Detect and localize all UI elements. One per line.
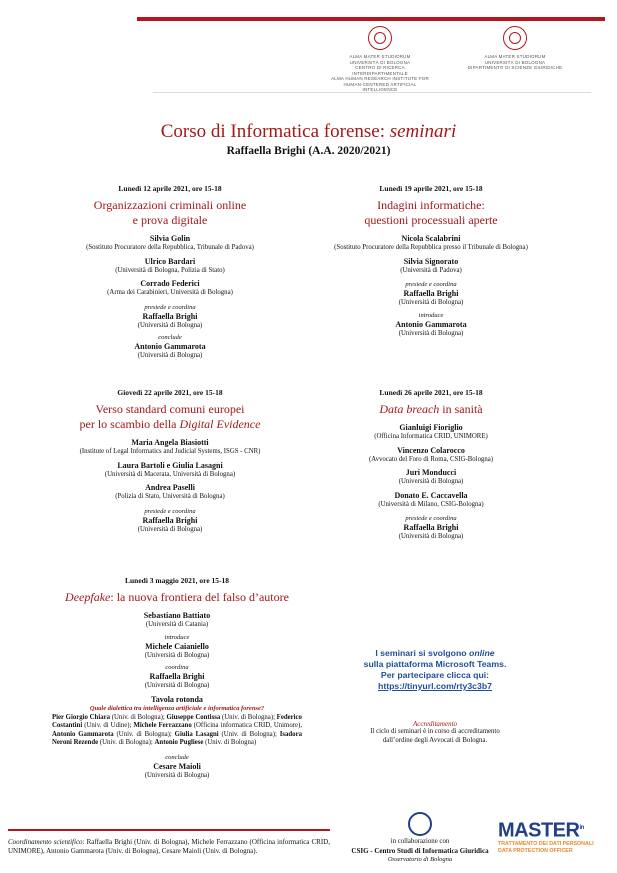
csig-observatory: Osservatorio di Bologna bbox=[387, 855, 453, 863]
top-accent-bar bbox=[137, 17, 605, 21]
page-title bbox=[0, 121, 617, 143]
role-label: conclude bbox=[158, 334, 182, 341]
speaker-affiliation: (Università di Bologna) bbox=[144, 771, 210, 779]
seminar-title bbox=[52, 590, 302, 605]
speaker-name: Donato E. Caccavella bbox=[394, 490, 468, 500]
csig-name: CSIG - Centro Studi di Informatica Giuridica bbox=[351, 846, 489, 855]
seminar-title-italic: Data breach bbox=[379, 402, 440, 416]
master-subtitle: DATA PROTECTION OFFICER bbox=[498, 847, 573, 854]
speaker-affiliation: (Institute of Legal Informatics and Judicial Systems, ISGS - CNR) bbox=[79, 448, 261, 455]
logo-left-line: CENTRO DI RICERCA INTERDIPARTIMENTALE bbox=[352, 65, 408, 76]
participant-name: Isadora Neroni Rezende bbox=[52, 730, 302, 746]
speaker-affiliation: (Università di Padova) bbox=[400, 266, 462, 274]
speaker-name: Raffaella Brighi bbox=[142, 311, 198, 321]
participant-affiliation: (Univ. di Bologna); bbox=[110, 713, 167, 721]
role-label: coordina bbox=[165, 664, 189, 671]
round-table-question: Quale dialettica tra intelligenza artificiale e informatica forense? bbox=[89, 704, 265, 712]
speaker-affiliation: (Università di Milano, CSIG-Bologna) bbox=[378, 500, 484, 508]
speaker-affiliation: (Università di Bologna, Polizia di Stato) bbox=[115, 266, 225, 274]
accreditation-text: Il ciclo di seminari è in corso di accreditamento bbox=[370, 728, 500, 735]
master-logo bbox=[498, 818, 610, 855]
round-table-participants bbox=[52, 714, 302, 748]
speaker-affiliation: (Università di Bologna) bbox=[398, 533, 464, 540]
round-table-title: Tavola rotonda bbox=[151, 694, 203, 704]
participant-name: Federico Costantini bbox=[52, 713, 302, 729]
role-label: introduce bbox=[164, 633, 190, 641]
participant-affiliation: (Univ. di Bologna); bbox=[113, 730, 175, 738]
online-info-italic: online bbox=[469, 648, 495, 658]
role-label: introduce bbox=[418, 311, 444, 319]
logo-right-line: DIPARTIMENTO DI SCIENZE GIURIDICHE bbox=[467, 65, 563, 70]
teams-link[interactable]: https://tinyurl.com/rty3c3b7 bbox=[378, 681, 492, 691]
csig-block bbox=[340, 812, 500, 864]
seminar-title: questioni processuali aperte bbox=[364, 213, 498, 227]
speaker-name: Juri Monducci bbox=[405, 468, 457, 477]
role-label: conclude bbox=[165, 753, 189, 761]
header-divider bbox=[153, 92, 591, 93]
seminar-title-italic: Digital Evidence bbox=[179, 417, 261, 431]
participant-affiliation: (Univ. di Bologna); bbox=[218, 730, 280, 738]
speaker-name: Raffaella Brighi bbox=[149, 672, 205, 681]
seminar-date: Lunedì 12 aprile 2021, ore 15-18 bbox=[118, 184, 222, 193]
seminar-title bbox=[40, 417, 300, 432]
page-title-block bbox=[0, 121, 617, 157]
speaker-affiliation: (Università di Bologna) bbox=[144, 682, 210, 689]
seminar-title: e prova digitale bbox=[132, 213, 208, 227]
speaker-affiliation: (Università di Catania) bbox=[145, 621, 209, 628]
speaker-name: Laura Bartoli e Giulia Lasagni bbox=[117, 460, 223, 470]
seminar-title: Verso standard comuni europei bbox=[95, 402, 245, 416]
seminar-title bbox=[300, 402, 562, 417]
online-info bbox=[330, 648, 540, 745]
speaker-name: Andrea Paselli bbox=[145, 483, 195, 492]
page-title-main: Corso di Informatica forense: bbox=[160, 121, 390, 142]
participant-affiliation: (Univ. di Bologna) bbox=[203, 739, 257, 746]
role-label: presiede e coordina bbox=[405, 515, 457, 522]
participant-affiliation: (Officina informatica CRID, Unimore), bbox=[191, 722, 302, 729]
seminar-title-italic: Deepfake bbox=[65, 590, 111, 604]
seminar-1 bbox=[40, 184, 300, 361]
seminar-title-part: per lo scambio della bbox=[79, 417, 180, 431]
seminar-date: Lunedì 19 aprile 2021, ore 15-18 bbox=[379, 184, 483, 193]
speaker-affiliation: (Sostituto Procuratore della Repubblica presso il Tribunale di Bologna) bbox=[334, 244, 528, 251]
footer-coordination bbox=[8, 838, 330, 856]
seminar-title: Indagini informatiche: bbox=[377, 198, 485, 212]
role-label: presiede e coordina bbox=[144, 507, 196, 515]
seminar-title-part: in sanità bbox=[439, 402, 483, 416]
speaker-name: Raffaella Brighi bbox=[142, 515, 198, 525]
logo-right-line: UNIVERSITÀ DI BOLOGNA bbox=[484, 59, 546, 65]
speaker-affiliation: (Università di Bologna) bbox=[144, 651, 210, 659]
seminar-date: Lunedì 26 aprile 2021, ore 15-18 bbox=[379, 388, 483, 397]
speaker-name: Sebastiano Battiato bbox=[143, 611, 211, 620]
speaker-name: Antonio Gammarota bbox=[395, 319, 467, 329]
participant-affiliation: (Univ. di Bologna); bbox=[98, 739, 155, 746]
speaker-name: Ulrico Bardari bbox=[144, 256, 196, 266]
accreditation-text: dall’ordine degli Avvocati di Bologna. bbox=[382, 736, 488, 744]
seminar-3 bbox=[40, 388, 300, 534]
speaker-affiliation: (Arma dei Carabinieri, Università di Bologna) bbox=[107, 289, 233, 296]
speaker-name: Silvia Golin bbox=[149, 234, 191, 243]
role-label: presiede e coordina bbox=[144, 303, 196, 311]
participant-name: Pier Giorgio Chiara bbox=[52, 713, 111, 721]
seminar-title: Organizzazioni criminali online bbox=[93, 198, 247, 212]
online-info-line bbox=[330, 648, 540, 659]
seminar-2 bbox=[300, 184, 562, 338]
accreditation-title: Accreditamento bbox=[412, 720, 458, 728]
online-info-text: I seminari si svolgono bbox=[375, 648, 470, 658]
logo-left bbox=[330, 26, 430, 93]
coordination-text: : Raffaella Brighi (Univ. di Bologna), Michele Ferrazzano (Officina informatica CRID, UNIMORE), Antonio Gammarota (Univ. di Bologna), Cesare Maioli (Univ. di Bologna). bbox=[8, 838, 330, 855]
speaker-affiliation: (Università di Bologna) bbox=[398, 329, 464, 337]
speaker-affiliation: (Università di Bologna) bbox=[398, 299, 464, 306]
role-label: presiede e coordina bbox=[405, 281, 457, 288]
speaker-name: Nicola Scalabrini bbox=[401, 234, 461, 243]
participant-name: Antonio Gammarota bbox=[52, 730, 114, 738]
speaker-name: Corrado Federici bbox=[140, 279, 200, 288]
master-title: MASTER bbox=[498, 819, 580, 842]
online-info-line: Per partecipare clicca qui: bbox=[380, 670, 490, 680]
seminar-5 bbox=[52, 576, 302, 780]
coordination-label: Coordinamento scientifico bbox=[8, 838, 83, 846]
speaker-name: Raffaella Brighi bbox=[403, 523, 459, 532]
page-subtitle: Raffaella Brighi (A.A. 2020/2021) bbox=[226, 145, 391, 157]
collaboration-label: in collaborazione con bbox=[390, 838, 450, 845]
university-seal-icon bbox=[503, 26, 527, 50]
speaker-affiliation: (Avvocato del Foro di Roma, CSIG-Bologna) bbox=[368, 455, 494, 463]
csig-logo-icon bbox=[408, 812, 432, 836]
speaker-name: Raffaella Brighi bbox=[403, 289, 459, 298]
participant-affiliation: (Univ. di Udine); bbox=[82, 722, 134, 729]
speaker-affiliation: (Università di Bologna) bbox=[137, 352, 203, 359]
university-seal-icon bbox=[368, 26, 392, 50]
speaker-affiliation: (Officina Informatica CRID, UNIMORE) bbox=[374, 433, 488, 440]
logo-left-line: UNIVERSITÀ DI BOLOGNA bbox=[349, 59, 411, 65]
speaker-affiliation: (Università di Bologna) bbox=[398, 478, 464, 485]
seminar-date: Giovedì 22 aprile 2021, ore 15-18 bbox=[117, 388, 223, 397]
master-in: in bbox=[579, 825, 584, 831]
page-title-italic: seminari bbox=[389, 121, 457, 142]
speaker-name: Silvia Signorato bbox=[403, 256, 459, 266]
speaker-name: Gianluigi Fioriglio bbox=[399, 423, 463, 432]
speaker-name: Michele Caianiello bbox=[145, 641, 209, 651]
logo-right bbox=[460, 26, 570, 71]
speaker-name: Antonio Gammarota bbox=[134, 342, 206, 351]
master-subtitle: TRATTAMENTO DEI DATI PERSONALI bbox=[498, 840, 594, 847]
participant-name: Michele Ferrazzano bbox=[133, 722, 192, 729]
seminar-date: Lunedì 3 maggio 2021, ore 15-18 bbox=[124, 576, 230, 585]
logo-left-line: HUMAN-CENTERED ARTIFICIAL INTELLIGENCE bbox=[343, 81, 417, 92]
speaker-affiliation: (Università di Bologna) bbox=[137, 321, 203, 329]
participant-name: Antonio Pugliese bbox=[154, 739, 204, 746]
logo-left-line: ALMA MATER STUDIORUM bbox=[349, 54, 411, 59]
seminar-4 bbox=[300, 388, 562, 542]
online-info-line: sulla piattaforma Microsoft Teams. bbox=[363, 659, 507, 669]
seminar-title-part: : la nuova frontiera del falso d’autore bbox=[110, 590, 289, 604]
footer-accent-bar bbox=[8, 829, 330, 831]
speaker-affiliation: (Università di Macerata, Università di Bologna) bbox=[104, 470, 236, 478]
speaker-affiliation: (Polizia di Stato, Università di Bologna) bbox=[115, 493, 225, 500]
speaker-name: Maria Angela Biasiotti bbox=[131, 438, 209, 447]
logo-right-line: ALMA MATER STUDIORUM bbox=[484, 54, 546, 59]
participant-name: Giuseppe Contissa bbox=[166, 713, 221, 721]
speaker-name: Cesare Maioli bbox=[153, 761, 201, 771]
logo-left-line: ALMA HUMAN RESEARCH INSTITUTE FOR bbox=[331, 76, 429, 81]
master-word bbox=[498, 818, 610, 841]
speaker-name: Vincenzo Colarocco bbox=[397, 445, 465, 455]
participant-name: Giulia Lasagni bbox=[174, 730, 219, 738]
participant-affiliation: (Univ. di Bologna); bbox=[220, 713, 277, 721]
speaker-affiliation: (Università di Bologna) bbox=[137, 525, 203, 533]
speaker-affiliation: (Sostituto Procuratore della Repubblica, Tribunale di Padova) bbox=[86, 244, 254, 251]
